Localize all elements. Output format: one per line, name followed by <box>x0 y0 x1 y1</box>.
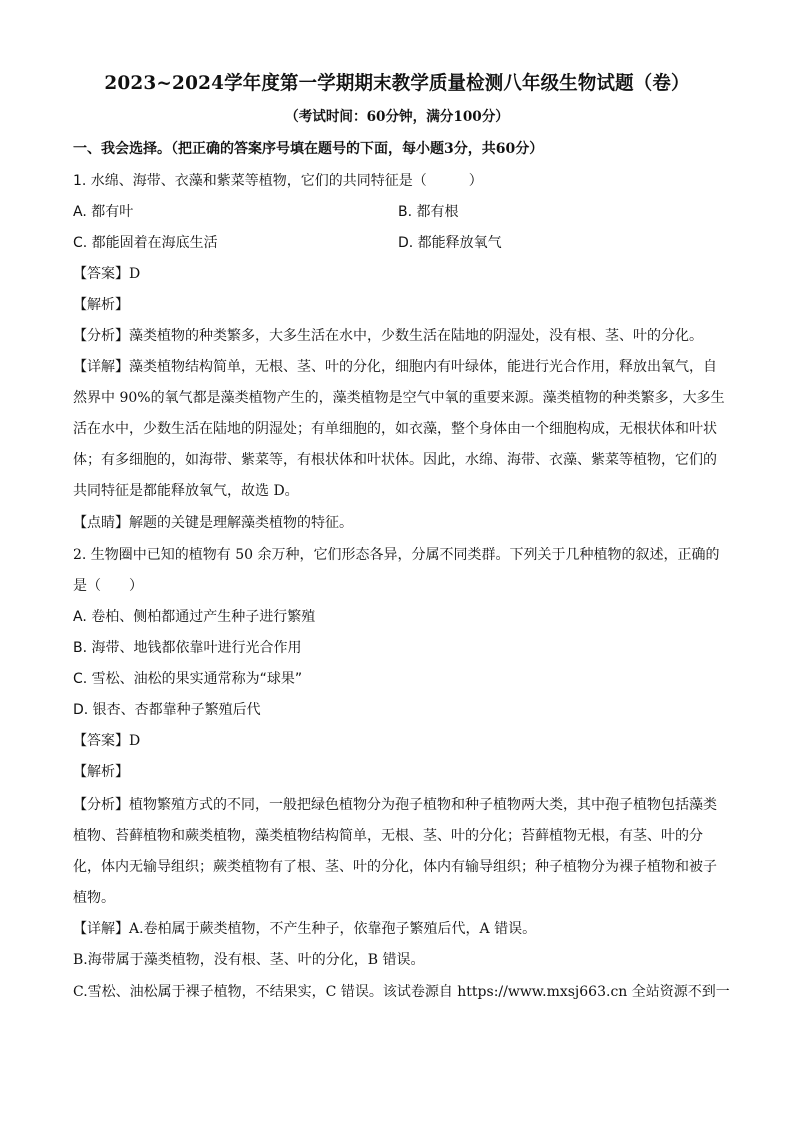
q2-option-b: B. 海带、地钱都依靠叶进行光合作用 <box>73 640 302 656</box>
q2-option-d: D. 银杏、杏都靠种子繁殖后代 <box>73 702 261 718</box>
q1-xiangjie-line: 活在水中，少数生活在陆地的阴湿处；有单细胞的，如衣藻，整个身体由一个细胞构成，无根状体和叶状 <box>73 421 717 437</box>
q2-line-b: B.海带属于藻类植物，没有根、茎、叶的分化，B 错误。 <box>73 952 425 968</box>
q2-fenxi-line: 植物。 <box>73 890 115 906</box>
question-2-stem: 是（ ） <box>73 578 143 594</box>
q2-fenxi-line: 【分析】植物繁殖方式的不同，一般把绿色植物分为孢子植物和种子植物两大类，其中孢子植物包括藻类 <box>73 797 717 813</box>
q2-xiangjie: 【详解】A.卷柏属于蕨类植物，不产生种子，依靠孢子繁殖后代，A 错误。 <box>73 921 537 937</box>
q2-fenxi-line: 化，体内无输导组织；蕨类植物有了根、茎、叶的分化，体内有输导组织；种子植物分为裸子植物和被子 <box>73 859 717 875</box>
q1-option-d: D. 都能释放氧气 <box>398 235 502 251</box>
q1-xiangjie-line: 共同特征是都能释放氧气，故选 D。 <box>73 483 299 499</box>
question-2-stem: 2. 生物圈中已知的植物有 50 余万种，它们形态各异，分属不同类群。下列关于几种植物的叙述，正确的 <box>73 547 720 563</box>
q2-option-a: A. 卷柏、侧柏都通过产生种子进行繁殖 <box>73 609 316 625</box>
q2-fenxi-line: 植物、苔藓植物和蕨类植物，藻类植物结构简单，无根、茎、叶的分化；苔藓植物无根，有茎、叶的分 <box>73 828 703 844</box>
section-heading: 一、我会选择。（把正确的答案序号填在题号的下面，每小题3分，共60分） <box>73 141 544 157</box>
q1-option-c: C. 都能固着在海底生活 <box>73 235 218 251</box>
q1-answer: 【答案】D <box>73 266 141 282</box>
q1-dianjing: 【点睛】解题的关键是理解藻类植物的特征。 <box>73 515 353 531</box>
question-1-stem: 1. 水绵、海带、衣藻和紫菜等植物，它们的共同特征是（ ） <box>73 173 483 189</box>
q1-xiangjie-line: 【详解】藻类植物结构简单，无根、茎、叶的分化，细胞内有叶绿体，能进行光合作用，释放出氧气，自 <box>73 359 717 375</box>
q1-option-b: B. 都有根 <box>398 204 459 220</box>
q2-answer: 【答案】D <box>73 733 141 749</box>
q2-analysis-label: 【解析】 <box>73 764 129 780</box>
q1-fenxi: 【分析】藻类植物的种类繁多，大多生活在水中，少数生活在陆地的阴湿处，没有根、茎、叶的分化。 <box>73 328 703 344</box>
page-title: 2023~2024学年度第一学期期末教学质量检测八年级生物试题（卷） <box>104 72 690 94</box>
q1-xiangjie-line: 体；有多细胞的，如海带、紫菜等，有根状体和叶状体。因此，水绵、海带、衣藻、紫菜等植物，它们的 <box>73 452 717 468</box>
exam-info: （考试时间：60分钟，满分100分） <box>285 109 509 125</box>
q1-option-a: A. 都有叶 <box>73 204 134 220</box>
q1-analysis-label: 【解析】 <box>73 297 129 313</box>
q2-option-c: C. 雪松、油松的果实通常称为“球果” <box>73 671 303 687</box>
q1-xiangjie-line: 然界中 90%的氧气都是藻类植物产生的，藻类植物是空气中氧的重要来源。藻类植物的种类繁多，大多生 <box>73 390 725 406</box>
q2-line-c: C.雪松、油松属于裸子植物，不结果实，C 错误。该试卷源自 https://www.mxsj663.cn 全站资源不到一 <box>73 984 730 1000</box>
